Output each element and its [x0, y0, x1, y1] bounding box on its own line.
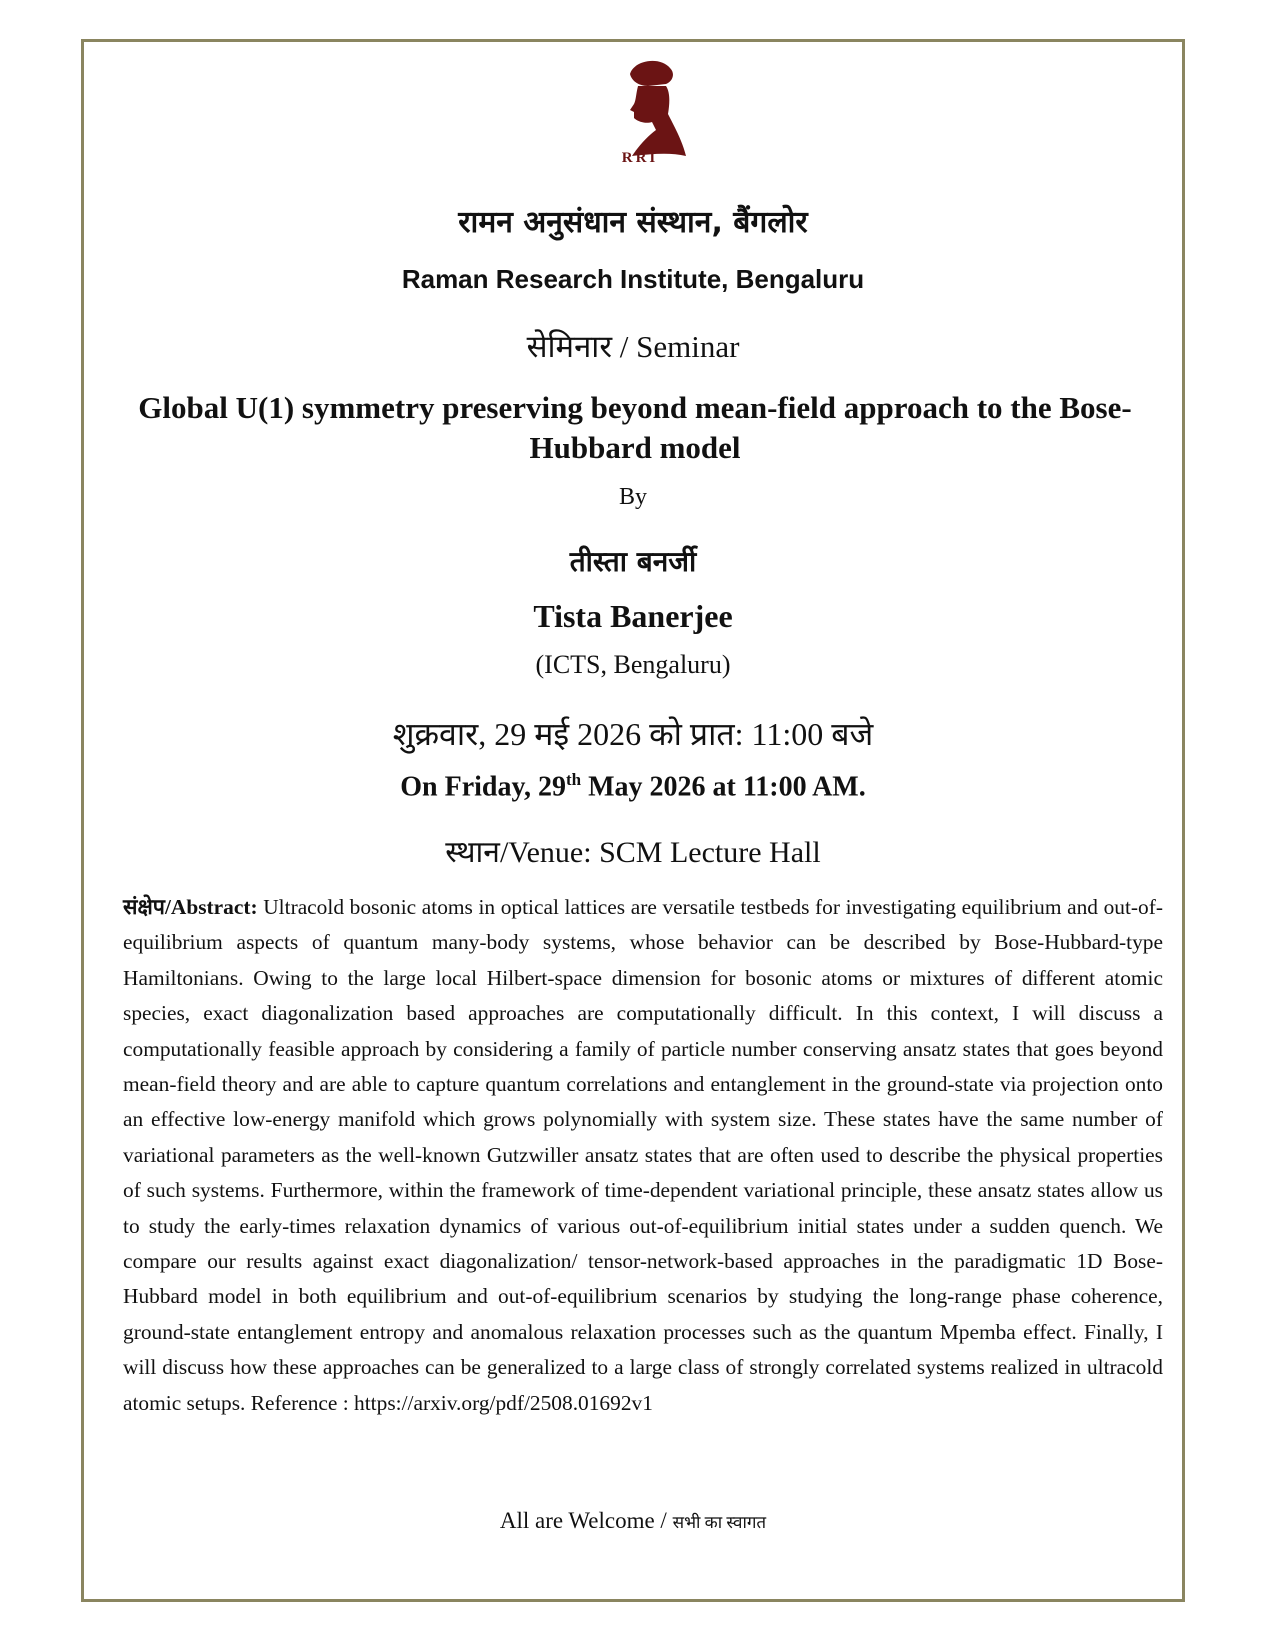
- abstract: [123, 890, 1163, 1421]
- speaker-name-hindi: तीस्ता बनर्जी: [569, 545, 697, 578]
- seminar-label: सेमिनार / Seminar: [526, 329, 740, 364]
- institute-name-hindi: रामन अनुसंधान संस्थान, बैंगलोर: [458, 205, 808, 240]
- speaker-affiliation: (ICTS, Bengaluru): [535, 650, 731, 679]
- abstract-text: Ultracold bosonic atoms in optical lattices are versatile testbeds for investigating equilibrium and out-of-equilibrium aspects of quantum many-body systems, whose behavior can be described by Bose-Hubbard-type Hamiltonians. Owing to the large local Hilbert-space dimension for bosonic atoms or mixtures of different atomic species, exact diagonalization based approaches are computationally difficult. In this context, I will discuss a computationally feasible approach by considering a family of particle number conserving ansatz states that goes beyond mean-field theory and are able to capture quantum correlations and entanglement in the ground-state via projection onto an effective low-energy manifold which grows polynomially with system size. These states have the same number of variational parameters as the well-known Gutzwiller ansatz states that are often used to describe the physical properties of such systems. Furthermore, within the framework of time-dependent variational principle, these ansatz states allow us to study the early-times relaxation dynamics of various out-of-equilibrium initial states under a sudden quench. We compare our results against exact diagonalization/ tensor-network-based approaches in the paradigmatic 1D Bose-Hubbard model in both equilibrium and out-of-equilibrium scenarios by studying the long-range phase coherence, ground-state entanglement entropy and anomalous relaxation processes such as the quantum Mpemba effect. Finally, I will discuss how these approaches can be generalized to a large class of strongly correlated systems realized in ultracold atomic setups. Reference : https://arxiv.org/pdf/2508.01692v1: [123, 895, 1163, 1415]
- date-english-post: May 2026 at 11:00 AM.: [581, 771, 866, 803]
- welcome-hindi: सभी का स्वागत: [672, 1513, 767, 1532]
- welcome-english: All are Welcome /: [499, 1508, 673, 1533]
- venue: स्थान/Venue: SCM Lecture Hall: [445, 836, 821, 869]
- welcome-note: [81, 1508, 1185, 1534]
- date-english-sup: th: [565, 770, 582, 789]
- date-hindi: शुक्रवार, 29 मई 2026 को प्रात: 11:00 बजे: [392, 716, 874, 752]
- institute-name-english: Raman Research Institute, Bengaluru: [401, 264, 865, 294]
- logo-text: RRI: [621, 150, 659, 166]
- date-english: [81, 770, 1185, 803]
- abstract-label: संक्षेप/Abstract:: [123, 895, 258, 919]
- by-label: By: [618, 484, 647, 510]
- speaker-name-english: Tista Banerjee: [533, 598, 733, 634]
- talk-title: Global U(1) symmetry preserving beyond mean-field approach to the Bose-Hubbard model: [138, 390, 1132, 465]
- date-english-pre: On Friday, 29: [400, 771, 566, 803]
